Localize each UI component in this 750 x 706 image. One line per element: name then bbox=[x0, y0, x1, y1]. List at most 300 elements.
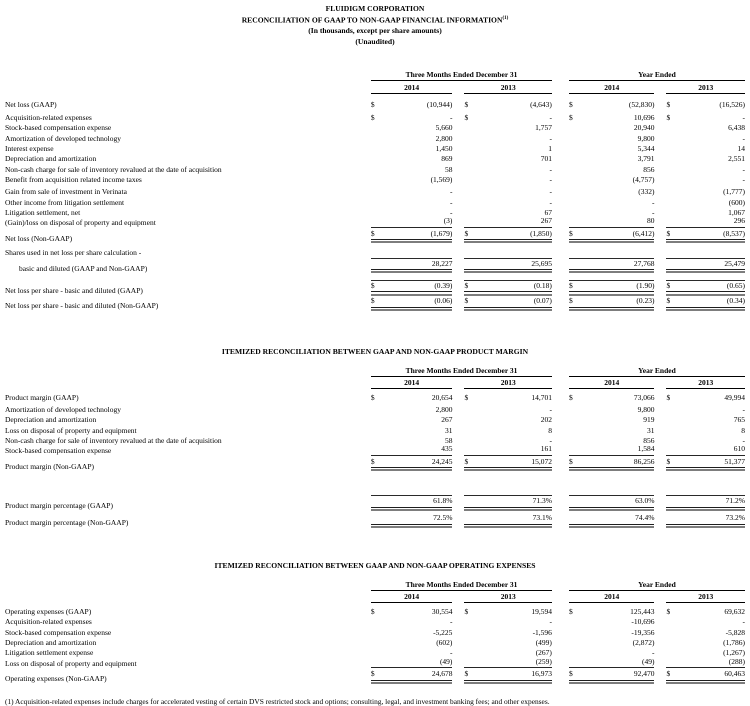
value-cell bbox=[666, 639, 745, 648]
cell-value: - bbox=[549, 617, 552, 627]
cell-line bbox=[666, 258, 745, 271]
cell-line bbox=[666, 145, 745, 154]
row-label: Benefit from acquisition related income taxes bbox=[5, 174, 142, 184]
year-header: 2013 bbox=[666, 592, 745, 603]
col-group-three-months: Three Months Ended December 31 bbox=[371, 580, 552, 591]
col-group-year-ended: Year Ended bbox=[569, 366, 745, 377]
value-cell bbox=[666, 458, 745, 472]
cell-line bbox=[464, 217, 552, 228]
value-cell bbox=[464, 166, 552, 175]
cell-line bbox=[464, 230, 552, 241]
cell-line bbox=[464, 124, 552, 133]
table-row bbox=[5, 112, 745, 122]
cell-value: (600) bbox=[728, 197, 745, 207]
cell-value: (0.23) bbox=[636, 296, 655, 306]
value-cell bbox=[371, 297, 453, 311]
year-header: 2013 bbox=[666, 83, 745, 94]
row-label: Depreciation and amortization bbox=[5, 637, 97, 647]
cell-line bbox=[464, 155, 552, 164]
value-cell bbox=[371, 427, 453, 436]
value-cell bbox=[464, 445, 552, 456]
cell-value: 869 bbox=[441, 154, 453, 164]
cell-line bbox=[464, 445, 552, 456]
year-header: 2014 bbox=[371, 83, 453, 94]
value-cell bbox=[569, 658, 655, 669]
cell-line bbox=[666, 188, 745, 197]
cell-line bbox=[569, 230, 655, 241]
cell-line bbox=[666, 495, 745, 508]
company-name: FLUIDIGM CORPORATION bbox=[325, 4, 425, 13]
cell-line bbox=[666, 124, 745, 133]
cell-value: (0.65) bbox=[726, 280, 745, 290]
cell-value: 28,227 bbox=[431, 258, 453, 268]
row-label: Amortization of developed technology bbox=[5, 133, 122, 143]
cell-value: 15,072 bbox=[531, 456, 552, 466]
value-cell bbox=[666, 608, 745, 617]
table-row bbox=[5, 514, 745, 528]
value-cell bbox=[464, 670, 552, 684]
cell-line bbox=[371, 155, 453, 164]
cell-line bbox=[569, 639, 655, 648]
value-cell bbox=[371, 135, 453, 144]
value-cell bbox=[569, 166, 655, 175]
cell-line bbox=[666, 135, 745, 144]
cell-value: 5,660 bbox=[435, 123, 453, 133]
value-cell bbox=[666, 230, 745, 244]
value-cell bbox=[464, 639, 552, 648]
cell-value: 8 bbox=[741, 425, 745, 435]
cell-value: - bbox=[449, 113, 453, 123]
value-cell bbox=[371, 618, 453, 627]
col-group-year-ended: Year Ended bbox=[569, 580, 745, 591]
dollar-sign: $ bbox=[464, 668, 469, 678]
cell-line bbox=[371, 280, 453, 293]
cell-value: 701 bbox=[540, 154, 552, 164]
value-cell bbox=[666, 258, 745, 274]
value-cell bbox=[371, 101, 453, 110]
cell-value: 49,994 bbox=[724, 393, 745, 403]
cell-value: (267) bbox=[535, 648, 552, 658]
cell-value: (2,872) bbox=[632, 637, 655, 647]
cell-line bbox=[666, 618, 745, 627]
cell-line bbox=[666, 514, 745, 525]
year-header: 2014 bbox=[371, 592, 453, 603]
cell-line bbox=[569, 166, 655, 175]
product-margin-reconciliation-table bbox=[5, 347, 745, 528]
cell-line bbox=[666, 427, 745, 436]
cell-value: 125,443 bbox=[630, 607, 655, 617]
value-cell bbox=[569, 514, 655, 528]
cell-line bbox=[464, 280, 552, 293]
dollar-sign: $ bbox=[370, 393, 375, 403]
cell-line bbox=[666, 297, 745, 308]
table-column-headers bbox=[5, 366, 745, 390]
cell-line bbox=[464, 145, 552, 154]
table-row bbox=[5, 143, 745, 153]
value-cell bbox=[569, 458, 655, 472]
cell-line bbox=[464, 406, 552, 415]
cell-value: (1,679) bbox=[430, 228, 453, 238]
cell-value: 2,800 bbox=[435, 404, 453, 414]
value-cell bbox=[569, 639, 655, 648]
dollar-sign: $ bbox=[568, 456, 573, 466]
cell-value: (49) bbox=[439, 656, 453, 666]
dollar-sign: $ bbox=[464, 100, 469, 110]
table-rows bbox=[5, 606, 745, 683]
cell-value: 296 bbox=[733, 216, 745, 226]
cell-value: - bbox=[549, 197, 552, 207]
cell-line bbox=[464, 416, 552, 425]
table-rows bbox=[5, 392, 745, 527]
row-label: Net loss per share - basic and diluted (GAAP) bbox=[5, 286, 143, 296]
row-label: Net loss (GAAP) bbox=[5, 100, 57, 110]
year-header-row bbox=[5, 81, 745, 94]
cell-line bbox=[464, 670, 552, 681]
row-label: Loss on disposal of property and equipment bbox=[5, 658, 137, 668]
cell-line bbox=[464, 658, 552, 669]
row-label: Operating expenses (GAAP) bbox=[5, 607, 92, 617]
cell-line bbox=[371, 514, 453, 525]
row-label: Acquisition-related expenses bbox=[5, 113, 92, 123]
year-header: 2014 bbox=[569, 378, 655, 389]
table-row bbox=[5, 670, 745, 684]
value-cell bbox=[371, 217, 453, 228]
row-label: Depreciation and amortization bbox=[5, 154, 97, 164]
value-cell bbox=[371, 394, 453, 403]
cell-value: 856 bbox=[643, 164, 655, 174]
cell-value: 8 bbox=[548, 425, 552, 435]
cell-line bbox=[371, 101, 453, 110]
cell-line bbox=[371, 670, 453, 681]
value-cell bbox=[569, 199, 655, 208]
value-cell bbox=[464, 394, 552, 403]
row-label: Gain from sale of investment in Verinata bbox=[5, 187, 127, 197]
value-cell bbox=[666, 145, 745, 154]
cell-value: -1,596 bbox=[532, 627, 552, 637]
dollar-sign: $ bbox=[464, 228, 469, 238]
table-row bbox=[5, 637, 745, 647]
cell-value: 2,551 bbox=[728, 154, 745, 164]
value-cell bbox=[569, 618, 655, 627]
cell-line bbox=[666, 217, 745, 228]
value-cell bbox=[371, 629, 453, 638]
cell-value: 24,245 bbox=[431, 456, 453, 466]
value-cell bbox=[371, 416, 453, 425]
cell-value: 73.1% bbox=[532, 513, 552, 523]
value-cell bbox=[666, 618, 745, 627]
cell-value: (3) bbox=[443, 216, 453, 226]
value-cell bbox=[371, 199, 453, 208]
cell-value: 60,463 bbox=[724, 668, 745, 678]
cell-line bbox=[464, 394, 552, 403]
table-row bbox=[5, 648, 745, 658]
value-cell bbox=[569, 280, 655, 296]
table-row bbox=[5, 458, 745, 472]
cell-line bbox=[371, 145, 453, 154]
cell-line bbox=[569, 155, 655, 164]
cell-line bbox=[464, 199, 552, 208]
cell-line bbox=[464, 114, 552, 123]
cell-line bbox=[371, 445, 453, 456]
year-header: 2013 bbox=[464, 378, 552, 389]
table-row bbox=[5, 123, 745, 133]
table-row bbox=[5, 207, 745, 217]
cell-line bbox=[569, 145, 655, 154]
cell-value: (1,267) bbox=[723, 648, 745, 658]
cell-line bbox=[569, 209, 655, 218]
cell-value: 63.0% bbox=[635, 496, 655, 506]
cell-line bbox=[464, 258, 551, 271]
value-cell bbox=[371, 124, 453, 133]
cell-line bbox=[371, 166, 453, 175]
cell-line bbox=[371, 495, 453, 508]
value-cell bbox=[666, 217, 745, 228]
cell-value: - bbox=[449, 187, 453, 197]
cell-line bbox=[371, 114, 453, 123]
table-row bbox=[5, 435, 745, 445]
dollar-sign: $ bbox=[568, 100, 573, 110]
cell-line bbox=[666, 658, 745, 669]
cell-value: 31 bbox=[444, 425, 453, 435]
value-cell bbox=[666, 101, 745, 110]
table-row bbox=[5, 627, 745, 637]
value-cell bbox=[371, 639, 453, 648]
row-label: Non-cash charge for sale of inventory revalued at the date of acquisition bbox=[5, 435, 222, 445]
value-cell bbox=[666, 280, 745, 296]
value-cell bbox=[666, 297, 745, 311]
table-row bbox=[5, 425, 745, 435]
cell-line bbox=[464, 297, 552, 308]
cell-line bbox=[371, 427, 453, 436]
value-cell bbox=[569, 629, 655, 638]
cell-line bbox=[666, 458, 745, 469]
cell-line bbox=[666, 280, 745, 293]
value-cell bbox=[666, 188, 745, 197]
value-cell bbox=[569, 258, 655, 274]
unaudited-note: (Unaudited) bbox=[355, 36, 395, 46]
cell-value: 1,067 bbox=[728, 207, 745, 217]
footnote-text: (1) Acquisition-related expenses include charges for accelerated vesting of certain DVS restricted stock and options; consulting, legal, and investment banking fees; and other expenses. bbox=[5, 696, 550, 706]
cell-value: (6,412) bbox=[632, 228, 655, 238]
cell-line bbox=[569, 258, 655, 271]
year-header: 2013 bbox=[666, 378, 745, 389]
cell-line bbox=[371, 658, 453, 669]
table-column-headers bbox=[5, 580, 745, 604]
value-cell bbox=[569, 427, 655, 436]
cell-value: -10,696 bbox=[631, 617, 655, 627]
cell-value: 27,768 bbox=[633, 258, 655, 268]
value-cell bbox=[464, 217, 552, 228]
cell-value: (602) bbox=[436, 637, 453, 647]
value-cell bbox=[464, 514, 552, 528]
value-cell bbox=[569, 406, 655, 415]
cell-line bbox=[371, 629, 453, 638]
section-title-operating-expenses: ITEMIZED RECONCILIATION BETWEEN GAAP AND NON-GAAP OPERATING EXPENSES bbox=[214, 560, 536, 570]
value-cell bbox=[666, 406, 745, 415]
cell-value: 267 bbox=[441, 415, 453, 425]
row-label: Amortization of developed technology bbox=[5, 404, 122, 414]
value-cell bbox=[666, 166, 745, 175]
cell-value: - bbox=[549, 404, 552, 414]
cell-value: 58 bbox=[444, 435, 453, 445]
dollar-sign: $ bbox=[568, 228, 573, 238]
cell-line bbox=[371, 176, 453, 185]
cell-value: (4,757) bbox=[632, 174, 655, 184]
value-cell bbox=[371, 280, 453, 296]
cell-value: - bbox=[742, 174, 745, 184]
value-cell bbox=[666, 416, 745, 425]
cell-line bbox=[371, 394, 453, 403]
cell-value: (0.34) bbox=[726, 296, 745, 306]
dollar-sign: $ bbox=[464, 456, 469, 466]
dollar-sign: $ bbox=[666, 456, 671, 466]
cell-value: 71.3% bbox=[532, 496, 552, 506]
cell-value: 1 bbox=[548, 144, 552, 154]
cell-line bbox=[569, 199, 655, 208]
cell-value: 16,973 bbox=[531, 668, 552, 678]
value-cell bbox=[569, 230, 655, 244]
cell-value: - bbox=[742, 435, 745, 445]
dollar-sign: $ bbox=[666, 280, 671, 290]
value-cell bbox=[569, 670, 655, 684]
value-cell bbox=[464, 495, 552, 511]
cell-line bbox=[371, 416, 453, 425]
value-cell bbox=[569, 124, 655, 133]
value-cell bbox=[371, 406, 453, 415]
value-cell bbox=[666, 658, 745, 669]
cell-line bbox=[666, 394, 745, 403]
cell-value: 25,479 bbox=[724, 258, 745, 268]
value-cell bbox=[371, 145, 453, 154]
cell-line bbox=[371, 406, 453, 415]
value-cell bbox=[464, 199, 552, 208]
cell-value: - bbox=[742, 113, 745, 123]
dollar-sign: $ bbox=[666, 393, 671, 403]
value-cell bbox=[666, 135, 745, 144]
value-cell bbox=[464, 258, 551, 274]
value-cell bbox=[371, 608, 453, 617]
value-cell bbox=[464, 114, 552, 123]
table-row bbox=[5, 154, 745, 164]
row-label: Acquisition-related expenses bbox=[5, 617, 92, 627]
cell-value: - bbox=[549, 187, 552, 197]
cell-value: 161 bbox=[540, 444, 552, 454]
cell-line bbox=[569, 406, 655, 415]
cell-line bbox=[464, 209, 552, 218]
dollar-sign: $ bbox=[666, 228, 671, 238]
table-row bbox=[5, 174, 745, 184]
cell-line bbox=[371, 639, 453, 648]
operating-expenses-reconciliation-table bbox=[5, 561, 745, 684]
value-cell bbox=[371, 658, 453, 669]
value-cell bbox=[569, 114, 655, 123]
value-cell bbox=[371, 514, 453, 528]
cell-line bbox=[371, 188, 453, 197]
cell-value: 267 bbox=[540, 216, 552, 226]
cell-value: (52,830) bbox=[628, 100, 655, 110]
value-cell bbox=[666, 445, 745, 456]
cell-line bbox=[464, 176, 552, 185]
cell-line bbox=[569, 280, 655, 293]
value-cell bbox=[371, 155, 453, 164]
cell-line bbox=[371, 230, 453, 241]
cell-value: 202 bbox=[540, 415, 552, 425]
value-cell bbox=[666, 427, 745, 436]
value-cell bbox=[666, 495, 745, 511]
value-cell bbox=[464, 176, 552, 185]
row-label: Other income from litigation settlement bbox=[5, 197, 125, 207]
value-cell bbox=[666, 394, 745, 403]
row-label: Loss on disposal of property and equipment bbox=[5, 425, 137, 435]
table-row bbox=[5, 197, 745, 207]
row-label: Shares used in net loss per share calculation - bbox=[5, 248, 142, 257]
table-row bbox=[5, 392, 745, 402]
value-cell bbox=[569, 394, 655, 403]
section-title-product-margin: ITEMIZED RECONCILIATION BETWEEN GAAP AND NON-GAAP PRODUCT MARGIN bbox=[221, 346, 529, 356]
cell-line bbox=[666, 670, 745, 681]
cell-line bbox=[666, 608, 745, 617]
cell-value: 9,800 bbox=[637, 133, 655, 143]
col-group-three-months: Three Months Ended December 31 bbox=[371, 70, 552, 81]
cell-value: -19,356 bbox=[631, 627, 655, 637]
value-cell bbox=[666, 670, 745, 684]
value-cell bbox=[464, 618, 552, 627]
cell-value: (1,786) bbox=[723, 637, 745, 647]
cell-value: 10,696 bbox=[633, 113, 655, 123]
dollar-sign: $ bbox=[370, 228, 375, 238]
table-row bbox=[5, 445, 745, 456]
dollar-sign: $ bbox=[464, 296, 469, 306]
cell-line bbox=[371, 258, 453, 271]
cell-value: - bbox=[742, 617, 745, 627]
cell-value: - bbox=[449, 617, 453, 627]
row-label: (Gain)/loss on disposal of property and equipment bbox=[5, 218, 156, 228]
cell-line bbox=[569, 114, 655, 123]
cell-value: - bbox=[549, 174, 552, 184]
cell-value: 435 bbox=[441, 444, 453, 454]
cell-line bbox=[371, 209, 453, 218]
units-note: (In thousands, except per share amounts) bbox=[308, 26, 442, 36]
cell-value: 74.4% bbox=[635, 513, 655, 523]
value-cell bbox=[464, 608, 552, 617]
table-row bbox=[5, 217, 745, 228]
value-cell bbox=[464, 280, 552, 296]
cell-line bbox=[569, 297, 655, 308]
value-cell bbox=[569, 608, 655, 617]
cell-line bbox=[569, 514, 655, 525]
dollar-sign: $ bbox=[568, 296, 573, 306]
row-label: Product margin percentage (GAAP) bbox=[5, 501, 113, 511]
dollar-sign: $ bbox=[568, 668, 573, 678]
value-cell bbox=[371, 176, 453, 185]
table-row bbox=[5, 258, 745, 274]
value-cell bbox=[371, 495, 453, 511]
dollar-sign: $ bbox=[666, 607, 671, 617]
value-cell bbox=[464, 101, 552, 110]
value-cell bbox=[666, 114, 745, 123]
cell-line bbox=[666, 199, 745, 208]
value-cell bbox=[371, 209, 453, 218]
value-cell bbox=[464, 406, 552, 415]
cell-value: (0.07) bbox=[533, 296, 552, 306]
cell-line bbox=[569, 618, 655, 627]
cell-value: 856 bbox=[643, 435, 655, 445]
cell-line bbox=[371, 297, 453, 308]
row-label: basic and diluted (GAAP and Non-GAAP) bbox=[19, 263, 148, 273]
cell-value: (1,569) bbox=[430, 174, 453, 184]
dollar-sign: $ bbox=[666, 668, 671, 678]
value-cell bbox=[464, 135, 552, 144]
